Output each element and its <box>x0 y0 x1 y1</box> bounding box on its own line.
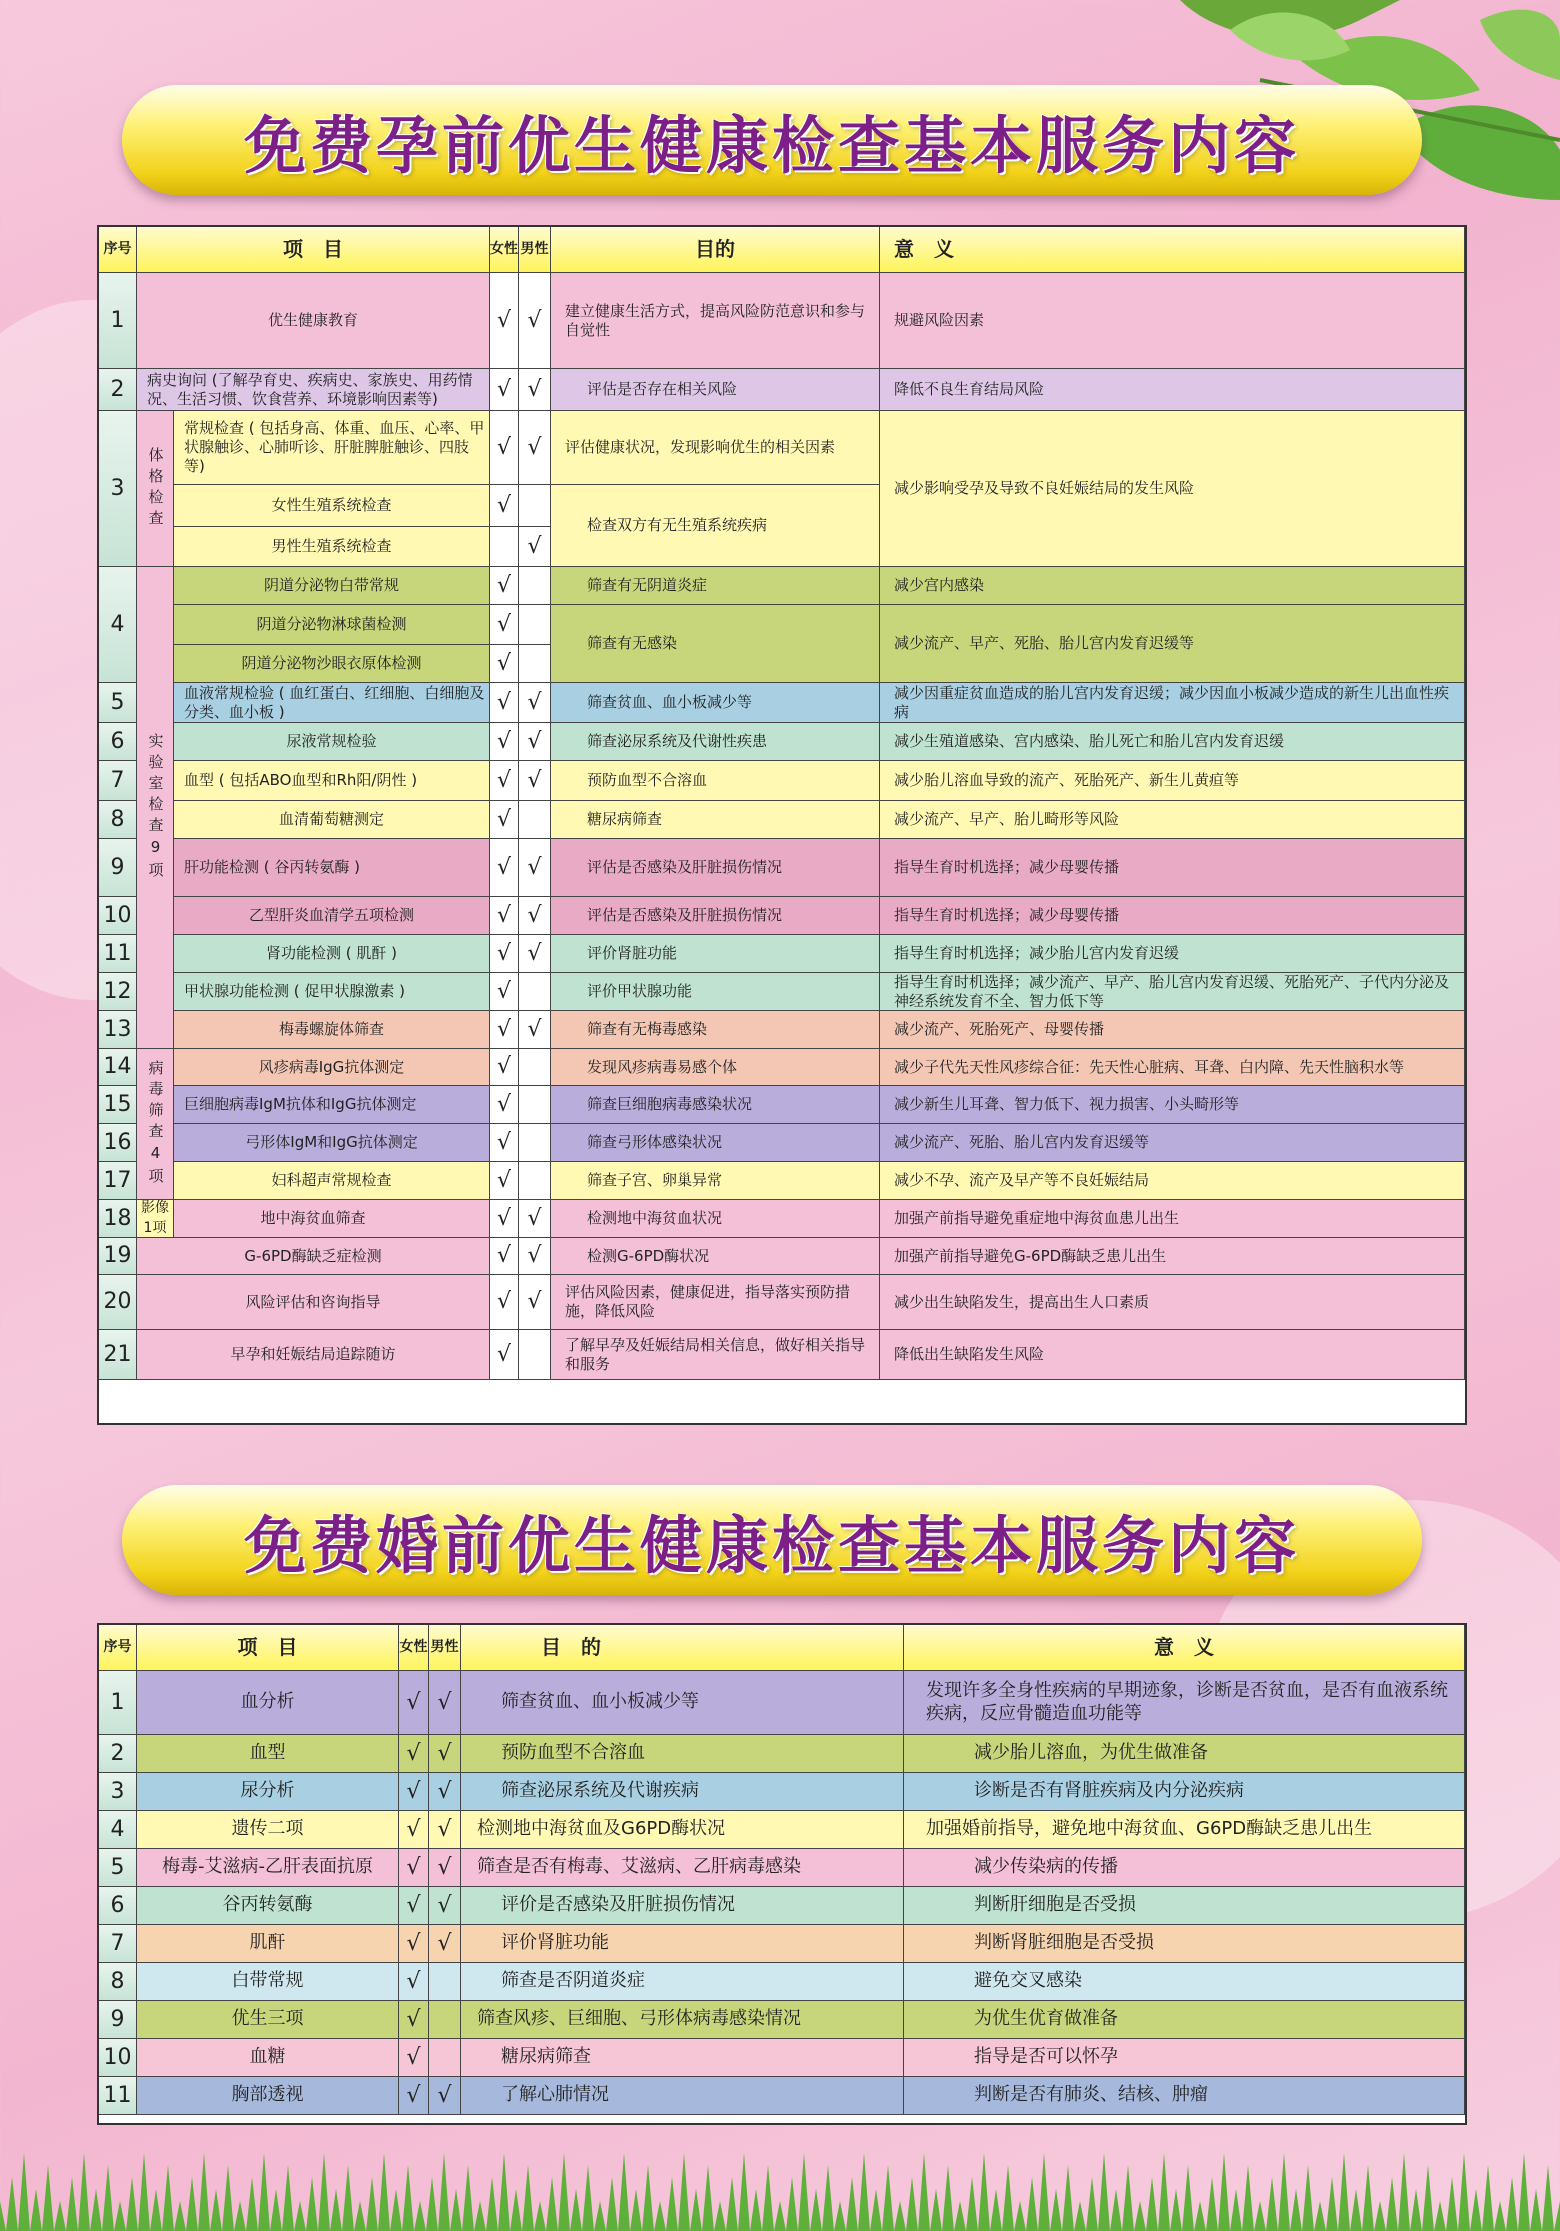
male-check <box>519 567 551 605</box>
male-check <box>519 1086 551 1124</box>
service-item: 血液常规检验 ( 血红蛋白、红细胞、白细胞及分类、血小板 ) <box>174 683 490 723</box>
row-number: 14 <box>99 1049 137 1086</box>
section2-title: 免费婚前优生健康检查基本服务内容 <box>243 1508 1300 1582</box>
female-check: √ <box>399 1887 429 1925</box>
male-check: √ <box>519 723 551 761</box>
purpose-text: 评价肾脏功能 <box>461 1925 904 1963</box>
male-check: √ <box>519 761 551 801</box>
male-check: √ <box>429 1887 461 1925</box>
purpose-text: 检查双方有无生殖系统疾病 <box>551 485 880 567</box>
female-check: √ <box>399 1963 429 2001</box>
male-check: √ <box>519 1275 551 1330</box>
row-number: 18 <box>99 1200 137 1238</box>
service-item: 阴道分泌物沙眼衣原体检测 <box>174 645 490 683</box>
meaning-text: 减少宫内感染 <box>880 567 1465 605</box>
female-check: √ <box>490 1049 519 1086</box>
meaning-text: 减少影响受孕及导致不良妊娠结局的发生风险 <box>880 411 1465 567</box>
header-male: 男性 <box>429 1625 461 1671</box>
meaning-text: 为优生优育做准备 <box>904 2001 1465 2039</box>
header-female: 女性 <box>399 1625 429 1671</box>
section2-banner <box>122 1485 1422 1595</box>
meaning-text: 减少不孕、流产及早产等不良妊娠结局 <box>880 1162 1465 1200</box>
female-check: √ <box>490 411 519 485</box>
purpose-text: 检测地中海贫血及G6PD酶状况 <box>461 1811 904 1849</box>
service-item: 血糖 <box>137 2039 399 2077</box>
male-check: √ <box>429 1849 461 1887</box>
service-item: 尿液常规检验 <box>174 723 490 761</box>
group-lab: 实验室检查9项 <box>137 567 174 1049</box>
row-number: 5 <box>99 683 137 723</box>
male-check: √ <box>519 1238 551 1275</box>
service-item: 梅毒螺旋体筛查 <box>174 1011 490 1049</box>
service-item: 血分析 <box>137 1671 399 1735</box>
row-number: 10 <box>99 2039 137 2077</box>
male-check <box>429 2039 461 2077</box>
male-check: √ <box>519 839 551 897</box>
meaning-text: 判断肝细胞是否受损 <box>904 1887 1465 1925</box>
meaning-text: 指导生育时机选择；减少流产、早产、胎儿宫内发育迟缓、死胎死产、子代内分泌及神经系统发育不全、智力低下等 <box>880 973 1465 1011</box>
purpose-text: 筛查弓形体感染状况 <box>551 1124 880 1162</box>
meaning-text: 减少流产、早产、胎儿畸形等风险 <box>880 801 1465 839</box>
header-no: 序号 <box>99 1625 137 1671</box>
service-item: 巨细胞病毒IgM抗体和IgG抗体测定 <box>174 1086 490 1124</box>
grass-decoration <box>0 2121 1560 2231</box>
service-item: 尿分析 <box>137 1773 399 1811</box>
purpose-text: 预防血型不合溶血 <box>461 1735 904 1773</box>
service-item: 乙型肝炎血清学五项检测 <box>174 897 490 935</box>
group-physical: 体格检查 <box>137 411 174 567</box>
female-check: √ <box>490 645 519 683</box>
male-check <box>429 1963 461 2001</box>
purpose-text: 筛查泌尿系统及代谢疾病 <box>461 1773 904 1811</box>
female-check: √ <box>490 897 519 935</box>
row-number: 7 <box>99 1925 137 1963</box>
row-number: 11 <box>99 2077 137 2115</box>
service-item: 肝功能检测 ( 谷丙转氨酶 ) <box>174 839 490 897</box>
row-number: 11 <box>99 935 137 973</box>
meaning-text: 避免交叉感染 <box>904 1963 1465 2001</box>
female-check: √ <box>490 801 519 839</box>
service-item: 风疹病毒IgG抗体测定 <box>174 1049 490 1086</box>
meaning-text: 降低出生缺陷发生风险 <box>880 1330 1465 1380</box>
purpose-text: 筛查有无感染 <box>551 605 880 683</box>
male-check <box>519 485 551 527</box>
section1-title: 免费孕前优生健康检查基本服务内容 <box>243 108 1300 182</box>
female-check: √ <box>399 1735 429 1773</box>
purpose-text: 了解心肺情况 <box>461 2077 904 2115</box>
meaning-text: 发现许多全身性疾病的早期迹象，诊断是否贫血，是否有血液系统疾病，反应骨髓造血功能等 <box>904 1671 1465 1735</box>
premarital-table <box>97 1623 1467 2125</box>
male-check: √ <box>429 1811 461 1849</box>
male-check: √ <box>519 935 551 973</box>
male-check: √ <box>429 1925 461 1963</box>
female-check: √ <box>399 1925 429 1963</box>
female-check: √ <box>399 2077 429 2115</box>
purpose-text: 预防血型不合溶血 <box>551 761 880 801</box>
row-number: 2 <box>99 369 137 411</box>
male-check: √ <box>429 2077 461 2115</box>
service-item: 常规检查 ( 包括身高、体重、血压、心率、甲状腺触诊、心肺听诊、肝脏脾脏触诊、四肢等) <box>174 411 490 485</box>
female-check: √ <box>490 485 519 527</box>
female-check: √ <box>399 1671 429 1735</box>
female-check: √ <box>490 369 519 411</box>
male-check <box>519 645 551 683</box>
row-number: 21 <box>99 1330 137 1380</box>
service-item: 阴道分泌物淋球菌检测 <box>174 605 490 645</box>
purpose-text: 评估健康状况，发现影响优生的相关因素 <box>551 411 880 485</box>
male-check: √ <box>429 1671 461 1735</box>
meaning-text: 减少因重症贫血造成的胎儿宫内发育迟缓；减少因血小板减少造成的新生儿出血性疾病 <box>880 683 1465 723</box>
meaning-text: 减少胎儿溶血导致的流产、死胎死产、新生儿黄疸等 <box>880 761 1465 801</box>
service-item: 女性生殖系统检查 <box>174 485 490 527</box>
meaning-text: 指导生育时机选择；减少母婴传播 <box>880 839 1465 897</box>
service-item: 男性生殖系统检查 <box>174 527 490 567</box>
row-number: 9 <box>99 839 137 897</box>
female-check: √ <box>490 1124 519 1162</box>
service-item: 梅毒-艾滋病-乙肝表面抗原 <box>137 1849 399 1887</box>
purpose-text: 评估风险因素，健康促进，指导落实预防措施，降低风险 <box>551 1275 880 1330</box>
service-item: 地中海贫血筛查 <box>137 1200 490 1238</box>
meaning-text: 减少出生缺陷发生，提高出生人口素质 <box>880 1275 1465 1330</box>
row-number: 6 <box>99 1887 137 1925</box>
purpose-text: 评价肾脏功能 <box>551 935 880 973</box>
meaning-text: 减少子代先天性风疹综合征：先天性心脏病、耳聋、白内障、先天性脑积水等 <box>880 1049 1465 1086</box>
row-number: 15 <box>99 1086 137 1124</box>
female-check: √ <box>490 723 519 761</box>
male-check <box>519 801 551 839</box>
purpose-text: 评价是否感染及肝脏损伤情况 <box>461 1887 904 1925</box>
female-check <box>490 527 519 567</box>
meaning-text: 减少新生儿耳聋、智力低下、视力损害、小头畸形等 <box>880 1086 1465 1124</box>
row-number: 16 <box>99 1124 137 1162</box>
purpose-text: 筛查贫血、血小板减少等 <box>551 683 880 723</box>
row-number: 4 <box>99 1811 137 1849</box>
female-check: √ <box>490 1086 519 1124</box>
meaning-text: 减少流产、死胎死产、母婴传播 <box>880 1011 1465 1049</box>
meaning-text: 减少生殖道感染、宫内感染、胎儿死亡和胎儿宫内发育迟缓 <box>880 723 1465 761</box>
male-check: √ <box>519 1200 551 1238</box>
row-number: 6 <box>99 723 137 761</box>
row-number: 1 <box>99 273 137 369</box>
meaning-text: 减少胎儿溶血，为优生做准备 <box>904 1735 1465 1773</box>
male-check <box>519 1124 551 1162</box>
purpose-text: 筛查贫血、血小板减少等 <box>461 1671 904 1735</box>
meaning-text: 减少流产、死胎、胎儿宫内发育迟缓等 <box>880 1124 1465 1162</box>
row-number: 12 <box>99 973 137 1011</box>
row-number: 8 <box>99 1963 137 2001</box>
male-check: √ <box>519 273 551 369</box>
meaning-text: 判断肾脏细胞是否受损 <box>904 1925 1465 1963</box>
row-number: 1 <box>99 1671 137 1735</box>
male-check <box>519 1162 551 1200</box>
female-check: √ <box>490 1238 519 1275</box>
header-purpose: 目的 <box>551 227 880 273</box>
male-check <box>519 973 551 1011</box>
female-check: √ <box>399 1849 429 1887</box>
row-number: 13 <box>99 1011 137 1049</box>
male-check: √ <box>519 411 551 485</box>
purpose-text: 检测G-6PD酶状况 <box>551 1238 880 1275</box>
purpose-text: 发现风疹病毒易感个体 <box>551 1049 880 1086</box>
header-male: 男性 <box>519 227 551 273</box>
purpose-text: 了解早孕及妊娠结局相关信息，做好相关指导和服务 <box>551 1330 880 1380</box>
meaning-text: 指导是否可以怀孕 <box>904 2039 1465 2077</box>
service-item: 血型 ( 包括ABO血型和Rh阳/阴性 ) <box>174 761 490 801</box>
purpose-text: 筛查风疹、巨细胞、弓形体病毒感染情况 <box>461 2001 904 2039</box>
male-check <box>519 1330 551 1380</box>
service-item: 优生三项 <box>137 2001 399 2039</box>
meaning-text: 指导生育时机选择；减少胎儿宫内发育迟缓 <box>880 935 1465 973</box>
purpose-text: 筛查有无梅毒感染 <box>551 1011 880 1049</box>
purpose-text: 评估是否感染及肝脏损伤情况 <box>551 897 880 935</box>
purpose-text: 筛查泌尿系统及代谢性疾患 <box>551 723 880 761</box>
meaning-text: 减少传染病的传播 <box>904 1849 1465 1887</box>
row-number: 9 <box>99 2001 137 2039</box>
group-virus: 病毒筛查4项 <box>137 1049 174 1200</box>
row-number: 2 <box>99 1735 137 1773</box>
row-number: 5 <box>99 1849 137 1887</box>
female-check: √ <box>490 605 519 645</box>
female-check: √ <box>490 973 519 1011</box>
row-number: 8 <box>99 801 137 839</box>
purpose-text: 筛查子宫、卵巢异常 <box>551 1162 880 1200</box>
row-number: 4 <box>99 567 137 683</box>
purpose-text: 筛查是否有梅毒、艾滋病、乙肝病毒感染 <box>461 1849 904 1887</box>
purpose-text: 评估是否感染及肝脏损伤情况 <box>551 839 880 897</box>
female-check: √ <box>490 273 519 369</box>
female-check: √ <box>399 1773 429 1811</box>
service-item: 妇科超声常规检查 <box>174 1162 490 1200</box>
female-check: √ <box>490 1200 519 1238</box>
header-item: 项 目 <box>137 227 490 273</box>
female-check: √ <box>399 2039 429 2077</box>
service-item: 病史询问 (了解孕育史、疾病史、家族史、用药情况、生活习惯、饮食营养、环境影响因素等) <box>137 369 490 411</box>
header-no: 序号 <box>99 227 137 273</box>
row-number: 20 <box>99 1275 137 1330</box>
male-check: √ <box>429 1735 461 1773</box>
purpose-text: 糖尿病筛查 <box>461 2039 904 2077</box>
meaning-text: 加强婚前指导，避免地中海贫血、G6PD酶缺乏患儿出生 <box>904 1811 1465 1849</box>
service-item: 阴道分泌物白带常规 <box>174 567 490 605</box>
service-item: 优生健康教育 <box>137 273 490 369</box>
prepregnancy-table <box>97 225 1467 1425</box>
row-number: 19 <box>99 1238 137 1275</box>
service-item: 谷丙转氨酶 <box>137 1887 399 1925</box>
header-item: 项 目 <box>137 1625 399 1671</box>
female-check: √ <box>490 683 519 723</box>
purpose-text: 检测地中海贫血状况 <box>551 1200 880 1238</box>
header-female: 女性 <box>490 227 519 273</box>
purpose-text: 筛查有无阴道炎症 <box>551 567 880 605</box>
header-meaning: 意 义 <box>880 227 1465 273</box>
purpose-text: 糖尿病筛查 <box>551 801 880 839</box>
purpose-text: 筛查是否阴道炎症 <box>461 1963 904 2001</box>
male-check: √ <box>519 897 551 935</box>
service-item: 血型 <box>137 1735 399 1773</box>
service-item: 肾功能检测 ( 肌酐 ) <box>174 935 490 973</box>
meaning-text: 加强产前指导避免重症地中海贫血患儿出生 <box>880 1200 1465 1238</box>
male-check: √ <box>429 1773 461 1811</box>
purpose-text: 建立健康生活方式，提高风险防范意识和参与自觉性 <box>551 273 880 369</box>
row-number: 3 <box>99 411 137 567</box>
service-item: 胸部透视 <box>137 2077 399 2115</box>
service-item: 早孕和妊娠结局追踪随访 <box>137 1330 490 1380</box>
male-check: √ <box>519 369 551 411</box>
purpose-text: 评价甲状腺功能 <box>551 973 880 1011</box>
male-check: √ <box>519 527 551 567</box>
meaning-text: 诊断是否有肾脏疾病及内分泌疾病 <box>904 1773 1465 1811</box>
group-imaging: 影像1项 <box>137 1200 174 1238</box>
meaning-text: 减少流产、早产、死胎、胎儿宫内发育迟缓等 <box>880 605 1465 683</box>
female-check: √ <box>399 2001 429 2039</box>
service-item: 弓形体IgM和IgG抗体测定 <box>174 1124 490 1162</box>
female-check: √ <box>490 1275 519 1330</box>
meaning-text: 加强产前指导避免G-6PD酶缺乏患儿出生 <box>880 1238 1465 1275</box>
service-item: 白带常规 <box>137 1963 399 2001</box>
female-check: √ <box>399 1811 429 1849</box>
female-check: √ <box>490 567 519 605</box>
meaning-text: 规避风险因素 <box>880 273 1465 369</box>
service-item: 血清葡萄糖测定 <box>174 801 490 839</box>
service-item: G-6PD酶缺乏症检测 <box>137 1238 490 1275</box>
row-number: 7 <box>99 761 137 801</box>
service-item: 肌酐 <box>137 1925 399 1963</box>
row-number: 3 <box>99 1773 137 1811</box>
meaning-text: 降低不良生育结局风险 <box>880 369 1465 411</box>
female-check: √ <box>490 1330 519 1380</box>
male-check: √ <box>519 1011 551 1049</box>
section1-banner <box>122 85 1422 195</box>
header-meaning: 意 义 <box>904 1625 1465 1671</box>
purpose-text: 评估是否存在相关风险 <box>551 369 880 411</box>
meaning-text: 指导生育时机选择；减少母婴传播 <box>880 897 1465 935</box>
female-check: √ <box>490 935 519 973</box>
purpose-text: 筛查巨细胞病毒感染状况 <box>551 1086 880 1124</box>
male-check <box>429 2001 461 2039</box>
male-check <box>519 1049 551 1086</box>
header-purpose: 目 的 <box>461 1625 904 1671</box>
service-item: 遗传二项 <box>137 1811 399 1849</box>
service-item: 风险评估和咨询指导 <box>137 1275 490 1330</box>
male-check: √ <box>519 683 551 723</box>
female-check: √ <box>490 761 519 801</box>
row-number: 10 <box>99 897 137 935</box>
male-check <box>519 605 551 645</box>
service-item: 甲状腺功能检测 ( 促甲状腺激素 ) <box>174 973 490 1011</box>
female-check: √ <box>490 1162 519 1200</box>
meaning-text: 判断是否有肺炎、结核、肿瘤 <box>904 2077 1465 2115</box>
female-check: √ <box>490 839 519 897</box>
row-number: 17 <box>99 1162 137 1200</box>
female-check: √ <box>490 1011 519 1049</box>
